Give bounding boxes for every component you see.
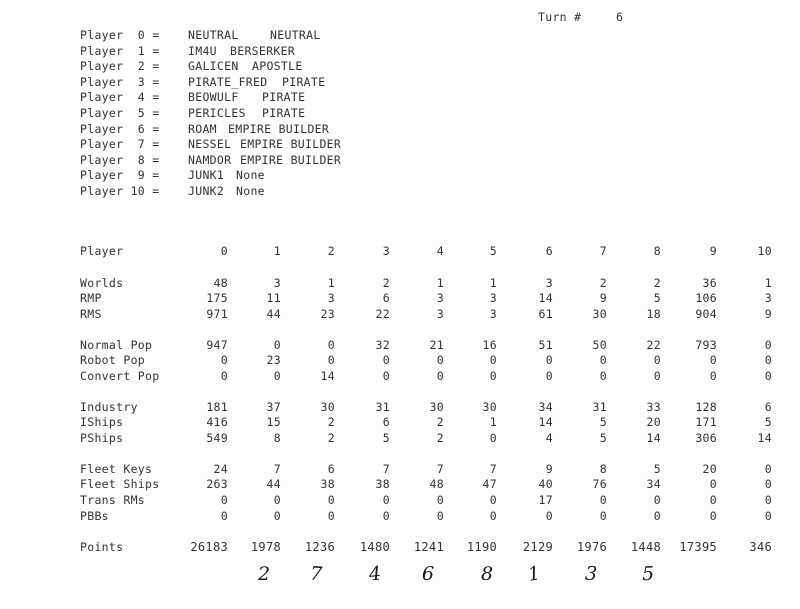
- handwritten-rank: 6: [421, 562, 435, 586]
- cell-player-0: 24: [213, 462, 228, 476]
- cell-player-7: 50: [592, 338, 607, 352]
- stat-row-rmp: [0, 291, 800, 307]
- cell-player-10: 9: [764, 307, 772, 321]
- cell-player-1: 8: [273, 431, 281, 445]
- roster-player-id: Player 9 =: [80, 168, 160, 183]
- cell-player-2: 0: [327, 509, 335, 523]
- cell-player-4: 3: [436, 291, 444, 305]
- cell-player-7: 76: [592, 477, 607, 491]
- cell-player-1: 23: [266, 353, 281, 367]
- cell-player-3: 31: [375, 400, 390, 414]
- row-label: Robot Pop: [80, 353, 146, 367]
- cell-player-1: 0: [273, 509, 281, 523]
- stat-row-points: [0, 540, 800, 556]
- cell-player-6: 40: [538, 477, 553, 491]
- cell-player-9: 0: [709, 477, 717, 491]
- cell-player-1: 11: [266, 291, 281, 305]
- cell-player-10: 0: [764, 462, 772, 476]
- stat-row-trans-rms: [0, 493, 800, 509]
- roster-player-type: None: [236, 183, 265, 198]
- cell-player-4: 3: [436, 307, 444, 321]
- cell-player-9: 17395: [679, 540, 717, 554]
- cell-player-0: 0: [220, 509, 228, 523]
- cell-player-2: 2: [327, 244, 335, 258]
- cell-player-10: 0: [764, 493, 772, 507]
- cell-player-5: 0: [489, 509, 497, 523]
- cell-player-8: 0: [653, 493, 661, 507]
- cell-player-5: 1190: [466, 540, 497, 554]
- cell-player-4: 1241: [413, 540, 444, 554]
- cell-player-6: 6: [545, 244, 553, 258]
- cell-player-2: 38: [320, 477, 335, 491]
- cell-player-0: 0: [220, 493, 228, 507]
- cell-player-6: 3: [545, 276, 553, 290]
- roster-player-type: EMPIRE BUILDER: [228, 121, 330, 136]
- handwritten-rank: 2: [258, 563, 271, 585]
- cell-player-9: 106: [695, 291, 717, 305]
- row-label: Normal Pop: [80, 338, 153, 352]
- cell-player-3: 7: [382, 462, 390, 476]
- cell-player-3: 2: [382, 276, 390, 290]
- cell-player-5: 3: [489, 307, 497, 321]
- cell-player-7: 7: [599, 244, 607, 258]
- cell-player-5: 16: [482, 338, 497, 352]
- cell-player-8: 0: [653, 369, 661, 383]
- cell-player-1: 1: [273, 244, 281, 258]
- cell-player-3: 1480: [359, 540, 390, 554]
- handwritten-rank: 5: [641, 562, 655, 586]
- cell-player-5: 0: [489, 369, 497, 383]
- cell-player-2: 1: [327, 276, 335, 290]
- cell-player-8: 18: [646, 307, 661, 321]
- table-header-row: [0, 244, 800, 260]
- cell-player-9: 306: [695, 431, 717, 445]
- row-label: Fleet Keys: [80, 462, 153, 476]
- cell-player-5: 0: [489, 431, 497, 445]
- cell-player-10: 0: [764, 477, 772, 491]
- roster-player-name: BEOWULF: [188, 90, 239, 105]
- cell-player-0: 0: [220, 353, 228, 367]
- cell-player-1: 1978: [250, 540, 281, 554]
- roster-player-id: Player 10 =: [80, 183, 160, 198]
- cell-player-4: 2: [436, 431, 444, 445]
- cell-player-7: 9: [599, 291, 607, 305]
- cell-player-3: 6: [382, 415, 390, 429]
- cell-player-7: 0: [599, 353, 607, 367]
- stat-row-robot-pop: [0, 353, 800, 369]
- row-label: Convert Pop: [80, 369, 160, 383]
- cell-player-2: 6: [327, 462, 335, 476]
- turn-label: Turn #: [538, 10, 582, 24]
- cell-player-4: 0: [436, 493, 444, 507]
- cell-player-5: 47: [482, 477, 497, 491]
- cell-player-7: 5: [599, 415, 607, 429]
- cell-player-3: 0: [382, 509, 390, 523]
- cell-player-1: 3: [273, 276, 281, 290]
- cell-player-4: 0: [436, 353, 444, 367]
- cell-player-2: 14: [320, 369, 335, 383]
- cell-player-1: 44: [266, 477, 281, 491]
- cell-player-7: 31: [592, 400, 607, 414]
- cell-player-8: 14: [646, 431, 661, 445]
- roster-player-id: Player 4 =: [80, 90, 160, 105]
- cell-player-1: 37: [266, 400, 281, 414]
- cell-player-9: 171: [695, 415, 717, 429]
- roster-player-name: GALICEN: [188, 59, 239, 74]
- cell-player-1: 0: [273, 369, 281, 383]
- cell-player-0: 549: [206, 431, 228, 445]
- cell-player-1: 7: [273, 462, 281, 476]
- cell-player-8: 22: [646, 338, 661, 352]
- stat-row-fleet-ships: [0, 477, 800, 493]
- roster-player-name: ROAM: [188, 121, 217, 136]
- cell-player-3: 3: [382, 244, 390, 258]
- row-label: Worlds: [80, 276, 124, 290]
- cell-player-6: 4: [545, 431, 553, 445]
- cell-player-7: 1976: [576, 540, 607, 554]
- cell-player-6: 17: [538, 493, 553, 507]
- cell-player-3: 0: [382, 493, 390, 507]
- cell-player-3: 32: [375, 338, 390, 352]
- cell-player-8: 5: [653, 462, 661, 476]
- cell-player-4: 48: [429, 477, 444, 491]
- row-label: PBBs: [80, 509, 109, 523]
- roster-player-type: PIRATE: [262, 105, 306, 120]
- cell-player-9: 0: [709, 353, 717, 367]
- cell-player-9: 9: [709, 244, 717, 258]
- cell-player-6: 14: [538, 291, 553, 305]
- cell-player-6: 2129: [522, 540, 553, 554]
- cell-player-0: 0: [220, 244, 228, 258]
- cell-player-6: 9: [545, 462, 553, 476]
- handwritten-rank: 1: [526, 562, 542, 586]
- roster-player-type: PIRATE: [282, 74, 326, 89]
- roster-player-id: Player 7 =: [80, 137, 160, 152]
- roster-player-name: JUNK1: [188, 168, 225, 183]
- cell-player-3: 0: [382, 353, 390, 367]
- cell-player-8: 20: [646, 415, 661, 429]
- cell-player-10: 0: [764, 369, 772, 383]
- roster-player-type: EMPIRE BUILDER: [240, 137, 342, 152]
- cell-player-5: 0: [489, 353, 497, 367]
- cell-player-9: 904: [695, 307, 717, 321]
- cell-player-2: 23: [320, 307, 335, 321]
- cell-player-5: 3: [489, 291, 497, 305]
- cell-player-2: 2: [327, 431, 335, 445]
- cell-player-6: 0: [545, 353, 553, 367]
- cell-player-5: 1: [489, 415, 497, 429]
- cell-player-9: 20: [702, 462, 717, 476]
- cell-player-2: 0: [327, 493, 335, 507]
- cell-player-8: 5: [653, 291, 661, 305]
- cell-player-0: 175: [206, 291, 228, 305]
- handwritten-rank: 8: [481, 563, 494, 585]
- cell-player-2: 2: [327, 415, 335, 429]
- cell-player-5: 0: [489, 493, 497, 507]
- row-label: PShips: [80, 431, 124, 445]
- row-label: IShips: [80, 415, 124, 429]
- roster-player-id: Player 5 =: [80, 105, 160, 120]
- cell-player-4: 7: [436, 462, 444, 476]
- cell-player-5: 30: [482, 400, 497, 414]
- cell-player-3: 0: [382, 369, 390, 383]
- roster-player-type: None: [236, 168, 265, 183]
- stat-row-convert-pop: [0, 369, 800, 385]
- turn-number: 6: [616, 10, 624, 24]
- cell-player-9: 36: [702, 276, 717, 290]
- cell-player-7: 5: [599, 431, 607, 445]
- stat-row-pships: [0, 431, 800, 447]
- cell-player-0: 971: [206, 307, 228, 321]
- cell-player-5: 7: [489, 462, 497, 476]
- cell-player-9: 0: [709, 509, 717, 523]
- row-label: RMS: [80, 307, 102, 321]
- cell-player-3: 38: [375, 477, 390, 491]
- roster-player-name: NESSEL: [188, 137, 232, 152]
- stat-row-rms: [0, 307, 800, 323]
- cell-player-1: 0: [273, 338, 281, 352]
- cell-player-4: 1: [436, 276, 444, 290]
- cell-player-4: 30: [429, 400, 444, 414]
- cell-player-3: 22: [375, 307, 390, 321]
- roster-player-type: EMPIRE BUILDER: [240, 152, 342, 167]
- stat-row-industry: [0, 400, 800, 416]
- cell-player-3: 6: [382, 291, 390, 305]
- roster-player-name: PERICLES: [188, 105, 246, 120]
- cell-player-4: 0: [436, 369, 444, 383]
- cell-player-10: 0: [764, 509, 772, 523]
- cell-player-10: 0: [764, 353, 772, 367]
- stat-row-normal-pop: [0, 338, 800, 354]
- handwritten-rank: 3: [584, 562, 598, 586]
- cell-player-8: 2: [653, 276, 661, 290]
- cell-player-4: 0: [436, 509, 444, 523]
- row-label: Industry: [80, 400, 138, 414]
- cell-player-7: 0: [599, 509, 607, 523]
- handwritten-rank: 4: [367, 562, 383, 586]
- cell-player-0: 0: [220, 369, 228, 383]
- cell-player-2: 0: [327, 338, 335, 352]
- cell-player-2: 3: [327, 291, 335, 305]
- cell-player-0: 181: [206, 400, 228, 414]
- cell-player-5: 5: [489, 244, 497, 258]
- roster-player-id: Player 6 =: [80, 121, 160, 136]
- cell-player-8: 33: [646, 400, 661, 414]
- cell-player-0: 416: [206, 415, 228, 429]
- cell-player-2: 30: [320, 400, 335, 414]
- cell-player-10: 0: [764, 338, 772, 352]
- cell-player-8: 0: [653, 353, 661, 367]
- stat-row-iships: [0, 415, 800, 431]
- cell-player-3: 5: [382, 431, 390, 445]
- cell-player-7: 8: [599, 462, 607, 476]
- stat-row-pbbs: [0, 509, 800, 525]
- cell-player-10: 3: [764, 291, 772, 305]
- cell-player-1: 15: [266, 415, 281, 429]
- cell-player-6: 0: [545, 509, 553, 523]
- cell-player-10: 5: [764, 415, 772, 429]
- cell-player-1: 44: [266, 307, 281, 321]
- roster-player-id: Player 8 =: [80, 152, 160, 167]
- cell-player-4: 21: [429, 338, 444, 352]
- cell-player-8: 34: [646, 477, 661, 491]
- roster-player-name: JUNK2: [188, 183, 225, 198]
- roster-player-type: BERSERKER: [230, 43, 296, 58]
- cell-player-6: 34: [538, 400, 553, 414]
- cell-player-10: 10: [757, 244, 772, 258]
- cell-player-4: 4: [436, 244, 444, 258]
- cell-player-9: 128: [695, 400, 717, 414]
- cell-player-6: 51: [538, 338, 553, 352]
- roster-player-id: Player 3 =: [80, 74, 160, 89]
- cell-player-7: 30: [592, 307, 607, 321]
- cell-player-9: 793: [695, 338, 717, 352]
- cell-player-10: 14: [757, 431, 772, 445]
- roster-player-name: NEUTRAL: [188, 28, 239, 42]
- row-label: Trans RMs: [80, 493, 146, 507]
- cell-player-8: 8: [653, 244, 661, 258]
- cell-player-0: 26183: [190, 540, 228, 554]
- cell-player-2: 1236: [304, 540, 335, 554]
- cell-player-10: 6: [764, 400, 772, 414]
- cell-player-6: 0: [545, 369, 553, 383]
- row-label: Points: [80, 540, 124, 554]
- stat-row-fleet-keys: [0, 462, 800, 478]
- stat-row-worlds: [0, 276, 800, 292]
- cell-player-6: 61: [538, 307, 553, 321]
- cell-player-0: 48: [213, 276, 228, 290]
- roster-player-type: APOSTLE: [252, 59, 303, 74]
- cell-player-1: 0: [273, 493, 281, 507]
- cell-player-7: 0: [599, 493, 607, 507]
- handwritten-rank: 7: [309, 562, 323, 586]
- row-label: Fleet Ships: [80, 477, 160, 491]
- roster-player-name: NAMDOR: [188, 152, 232, 167]
- roster-player-id: Player 2 =: [80, 59, 160, 74]
- cell-player-10: 346: [749, 540, 772, 554]
- cell-player-9: 0: [709, 369, 717, 383]
- cell-player-6: 14: [538, 415, 553, 429]
- roster-player-type: PIRATE: [262, 90, 306, 105]
- cell-player-8: 0: [653, 509, 661, 523]
- cell-player-0: 263: [206, 477, 228, 491]
- roster-player-id: Player 1 =: [80, 43, 160, 58]
- roster-player-name: IM4U: [188, 43, 217, 58]
- roster-player-id: Player 0 =: [80, 28, 160, 42]
- cell-player-2: 0: [327, 353, 335, 367]
- row-label: Player: [80, 244, 124, 258]
- cell-player-7: 0: [599, 369, 607, 383]
- cell-player-8: 1448: [630, 540, 661, 554]
- cell-player-7: 2: [599, 276, 607, 290]
- roster-player-type: NEUTRAL: [270, 28, 321, 42]
- cell-player-9: 0: [709, 493, 717, 507]
- cell-player-4: 2: [436, 415, 444, 429]
- cell-player-0: 947: [206, 338, 228, 352]
- cell-player-5: 1: [489, 276, 497, 290]
- roster-player-name: PIRATE_FRED: [188, 74, 268, 89]
- cell-player-10: 1: [764, 276, 772, 290]
- row-label: RMP: [80, 291, 102, 305]
